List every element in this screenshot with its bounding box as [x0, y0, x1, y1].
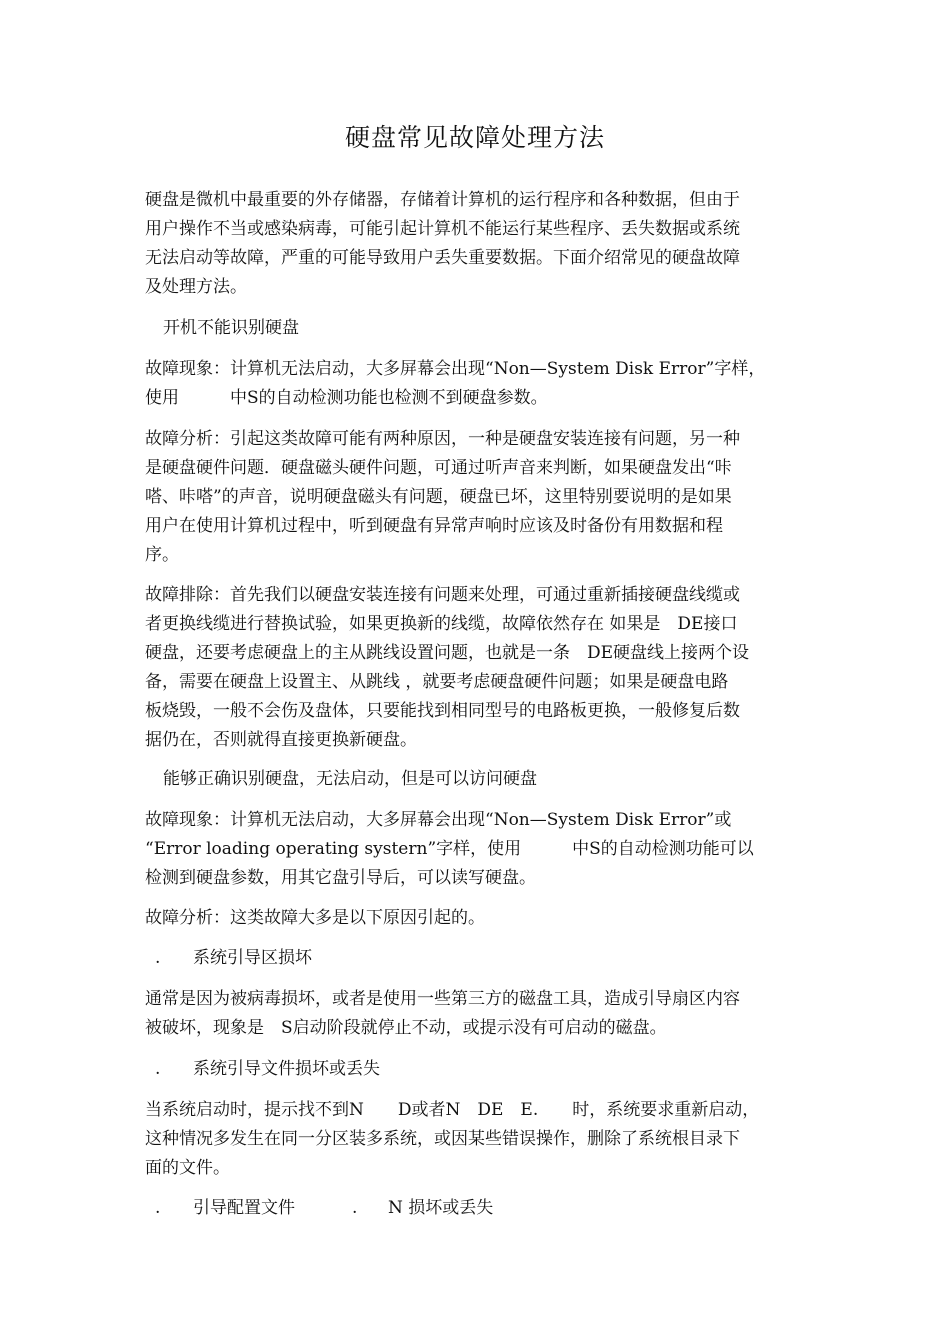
list-marker: . — [352, 1198, 358, 1218]
list-item-description — [145, 1096, 810, 1183]
text-line: 硬盘，还要考虑硬盘上的主从跳线设置问题，也就是一条 DE硬盘线上接两个设 — [145, 643, 750, 663]
section-heading-2: 能够正确识别硬盘，无法启动，但是可以访问硬盘 — [163, 769, 537, 789]
list-item-description — [145, 985, 810, 1043]
text-line: 硬盘是微机中最重要的外存储器，存储着计算机的运行程序和各种数据，但由于 — [145, 190, 740, 210]
text-line: 者更换线缆进行替换试验，如果更换新的线缆，故障依然存在 如果是 DE接口 — [145, 614, 738, 634]
text-line: 检测到硬盘参数，用其它盘引导后，可以读写硬盘。 — [145, 868, 536, 888]
text-line: 据仍在，否则就得直接更换新硬盘。 — [145, 730, 417, 750]
text-line: 嗒、咔嗒”的声音，说明硬盘磁头有问题，硬盘已坏，这里特别要说明的是如果 — [145, 487, 732, 507]
text-line: 故障现象：计算机无法启动，大多屏幕会出现“Non—System Disk Error”或 — [145, 810, 732, 830]
text-line: 故障分析：这类故障大多是以下原因引起的。 — [145, 908, 485, 928]
text-line: 无法启动等故障，严重的可能导致用户丢失重要数据。下面介绍常见的硬盘故障 — [145, 248, 740, 268]
text-line: 这种情况多发生在同一分区装多系统，或因某些错误操作，删除了系统根目录下 — [145, 1129, 740, 1149]
text-line: “Error loading operating systern”字样，使用 中S的自动检测功能可以 — [145, 839, 754, 859]
section2-analysis — [145, 904, 810, 933]
text-line: 及处理方法。 — [145, 277, 247, 297]
document-title: 硬盘常见故障处理方法 — [344, 123, 605, 152]
text-line: 被破坏，现象是 S启动阶段就停止不动，或提示没有可启动的磁盘。 — [145, 1018, 667, 1038]
list-item-label: N 损坏或丢失 — [388, 1198, 494, 1218]
section1-symptom — [145, 355, 810, 413]
text-line: 当系统启动时，提示找不到N D或者N DE E. 时，系统要求重新启动， — [145, 1100, 760, 1120]
text-line: 序。 — [145, 545, 179, 565]
text-line: 故障现象：计算机无法启动，大多屏幕会出现“Non—System Disk Error”字样， — [145, 359, 766, 379]
list-marker: . — [155, 1059, 161, 1079]
text-line: 故障分析：引起这类故障可能有两种原因，一种是硬盘安装连接有问题，另一种 — [145, 429, 740, 449]
list-item-label: 引导配置文件 — [193, 1198, 295, 1218]
list-marker: . — [155, 948, 161, 968]
text-line: 用户操作不当或感染病毒，可能引起计算机不能运行某些程序、丢失数据或系统 — [145, 219, 740, 239]
list-marker: . — [155, 1198, 161, 1218]
text-line: 用户在使用计算机过程中，听到硬盘有异常声响时应该及时备份有用数据和程 — [145, 516, 723, 536]
text-line: 故障排除：首先我们以硬盘安装连接有问题来处理，可通过重新插接硬盘线缆或 — [145, 585, 740, 605]
list-item-label: 系统引导文件损坏或丢失 — [193, 1059, 380, 1079]
text-line: 面的文件。 — [145, 1158, 230, 1178]
text-line: 备，需要在硬盘上设置主、从跳线 ，就要考虑硬盘硬件问题；如果是硬盘电路 — [145, 672, 729, 692]
section2-symptom — [145, 806, 810, 893]
section1-fix — [145, 581, 810, 755]
section-heading-1: 开机不能识别硬盘 — [163, 318, 299, 338]
section1-analysis — [145, 425, 810, 570]
text-line: 板烧毁，一般不会伤及盘体，只要能找到相同型号的电路板更换，一般修复后数 — [145, 701, 740, 721]
intro-paragraph — [145, 186, 810, 302]
list-item-label: 系统引导区损坏 — [193, 948, 312, 968]
text-line: 通常是因为被病毒损坏，或者是使用一些第三方的磁盘工具，造成引导扇区内容 — [145, 989, 740, 1009]
text-line: 是硬盘硬件问题．硬盘磁头硬件问题，可通过听声音来判断，如果硬盘发出“咔 — [145, 458, 732, 478]
text-line: 使用 中S的自动检测功能也检测不到硬盘参数。 — [145, 388, 548, 408]
